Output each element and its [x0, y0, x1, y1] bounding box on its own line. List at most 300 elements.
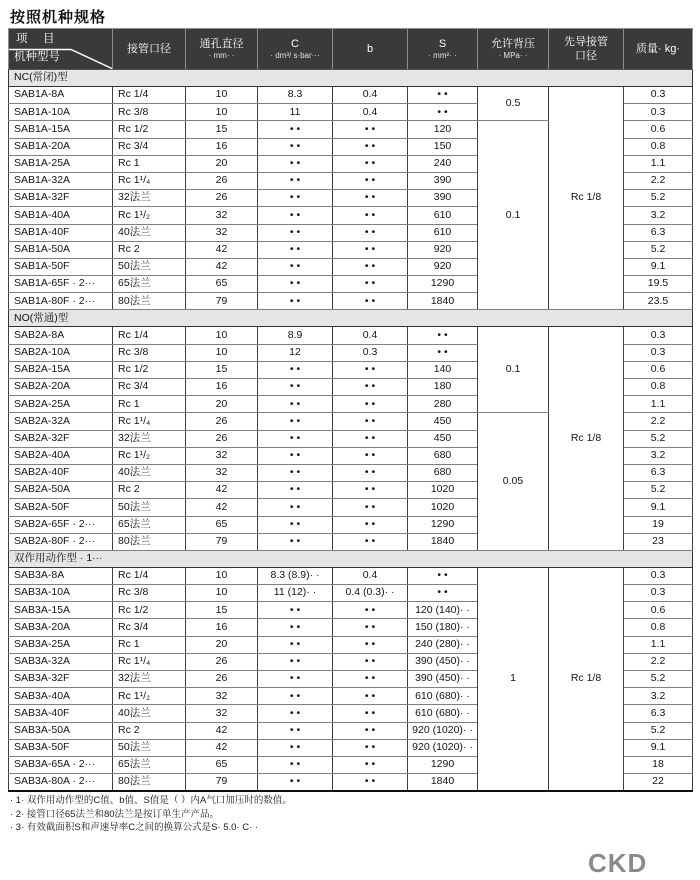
- cell-model: SAB2A-50F: [9, 499, 113, 516]
- cell-model: SAB1A-40F: [9, 224, 113, 241]
- cell-c: • •: [258, 499, 333, 516]
- corner-item-label: 项 目: [16, 33, 57, 45]
- cell-c: • •: [258, 121, 333, 138]
- cell-bore: 10: [186, 344, 258, 361]
- cell-port: Rc 1¹/₄: [113, 413, 186, 430]
- cell-b: 0.3: [333, 344, 408, 361]
- footnote-1: · 1· 双作用动作型的C值、b值、S值是（ ）内A气口加压时的数值。: [10, 795, 292, 806]
- cell-c: • •: [258, 653, 333, 670]
- cell-port: Rc 1¹/₂: [113, 688, 186, 705]
- cell-model: SAB2A-32F: [9, 430, 113, 447]
- cell-model: SAB1A-50A: [9, 241, 113, 258]
- cell-port: Rc 3/8: [113, 344, 186, 361]
- cell-bore: 32: [186, 224, 258, 241]
- cell-bore: 26: [186, 190, 258, 207]
- cell-b: • •: [333, 671, 408, 688]
- cell-port: 40法兰: [113, 224, 186, 241]
- cell-bore: 65: [186, 276, 258, 293]
- table-row: [9, 87, 693, 104]
- cell-weight: 0.8: [624, 619, 693, 636]
- cell-port: Rc 1/2: [113, 121, 186, 138]
- cell-model: SAB1A-80F · 2···: [9, 293, 113, 310]
- cell-c: • •: [258, 464, 333, 481]
- cell-b: • •: [333, 155, 408, 172]
- cell-model: SAB3A-80A · 2···: [9, 774, 113, 791]
- cell-b: 0.4: [333, 104, 408, 121]
- cell-bore: 26: [186, 653, 258, 670]
- cell-b: • •: [333, 413, 408, 430]
- cell-bore: 32: [186, 688, 258, 705]
- section-header: 双作用动作型 · 1···: [9, 550, 693, 567]
- cell-b: • •: [333, 636, 408, 653]
- section-row: [9, 310, 693, 327]
- cell-s: 1840: [408, 774, 478, 791]
- cell-port: 80法兰: [113, 293, 186, 310]
- cell-c: • •: [258, 241, 333, 258]
- section-header: NO(常通)型: [9, 310, 693, 327]
- cell-b: • •: [333, 172, 408, 189]
- cell-bore: 32: [186, 447, 258, 464]
- cell-s: 1290: [408, 516, 478, 533]
- footnotes: [10, 794, 292, 835]
- cell-model: SAB1A-32A: [9, 172, 113, 189]
- cell-weight: 23.5: [624, 293, 693, 310]
- cell-backpressure: 0.1: [478, 121, 549, 310]
- cell-b: • •: [333, 619, 408, 636]
- cell-b: • •: [333, 430, 408, 447]
- cell-backpressure: 0.5: [478, 87, 549, 121]
- cell-bore: 79: [186, 293, 258, 310]
- cell-model: SAB2A-65F · 2···: [9, 516, 113, 533]
- cell-b: • •: [333, 241, 408, 258]
- cell-weight: 1.1: [624, 636, 693, 653]
- cell-c: 11 (12)· ·: [258, 585, 333, 602]
- section-row: [9, 70, 693, 87]
- cell-weight: 5.2: [624, 190, 693, 207]
- cell-bore: 16: [186, 619, 258, 636]
- cell-s: 1840: [408, 293, 478, 310]
- cell-c: • •: [258, 155, 333, 172]
- column-header-6: 先导接管 口径: [549, 29, 624, 70]
- cell-s: 610 (680)· ·: [408, 688, 478, 705]
- cell-b: • •: [333, 121, 408, 138]
- cell-bore: 42: [186, 739, 258, 756]
- cell-c: 8.3 (8.9)· ·: [258, 567, 333, 584]
- cell-bore: 10: [186, 327, 258, 344]
- cell-b: • •: [333, 756, 408, 773]
- cell-port: Rc 1/4: [113, 327, 186, 344]
- cell-c: • •: [258, 705, 333, 722]
- cell-port: Rc 2: [113, 241, 186, 258]
- cell-c: • •: [258, 224, 333, 241]
- cell-port: Rc 1/2: [113, 361, 186, 378]
- cell-model: SAB3A-50A: [9, 722, 113, 739]
- cell-bore: 26: [186, 671, 258, 688]
- cell-port: Rc 1: [113, 636, 186, 653]
- cell-b: • •: [333, 396, 408, 413]
- cell-backpressure: 0.05: [478, 413, 549, 551]
- cell-port: Rc 1/4: [113, 567, 186, 584]
- cell-port: 50法兰: [113, 258, 186, 275]
- cell-weight: 23: [624, 533, 693, 550]
- cell-port: Rc 1: [113, 396, 186, 413]
- cell-bore: 79: [186, 533, 258, 550]
- cell-model: SAB1A-20A: [9, 138, 113, 155]
- cell-weight: 5.2: [624, 430, 693, 447]
- cell-bore: 15: [186, 361, 258, 378]
- cell-weight: 1.1: [624, 396, 693, 413]
- cell-pilot-port: Rc 1/8: [549, 87, 624, 310]
- ckd-logo: CKD: [588, 848, 648, 878]
- cell-s: • •: [408, 585, 478, 602]
- cell-s: 390: [408, 190, 478, 207]
- cell-model: SAB2A-32A: [9, 413, 113, 430]
- cell-weight: 9.1: [624, 258, 693, 275]
- cell-port: 65法兰: [113, 276, 186, 293]
- cell-bore: 20: [186, 636, 258, 653]
- column-header-4: S · mm²· ·: [408, 29, 478, 70]
- cell-bore: 42: [186, 258, 258, 275]
- cell-model: SAB3A-20A: [9, 619, 113, 636]
- cell-model: SAB3A-50F: [9, 739, 113, 756]
- cell-b: • •: [333, 688, 408, 705]
- cell-s: 1290: [408, 756, 478, 773]
- cell-c: • •: [258, 258, 333, 275]
- cell-port: 32法兰: [113, 430, 186, 447]
- cell-port: Rc 3/4: [113, 619, 186, 636]
- column-header-0: 接管口径: [113, 29, 186, 70]
- cell-s: 1840: [408, 533, 478, 550]
- cell-s: 390: [408, 172, 478, 189]
- cell-c: • •: [258, 276, 333, 293]
- column-header-7: 质量· kg·: [624, 29, 693, 70]
- cell-s: 390 (450)· ·: [408, 653, 478, 670]
- cell-c: • •: [258, 533, 333, 550]
- cell-c: • •: [258, 602, 333, 619]
- cell-c: • •: [258, 172, 333, 189]
- cell-bore: 10: [186, 567, 258, 584]
- cell-model: SAB2A-80F · 2···: [9, 533, 113, 550]
- cell-model: SAB1A-40A: [9, 207, 113, 224]
- cell-weight: 0.6: [624, 602, 693, 619]
- cell-s: 1020: [408, 499, 478, 516]
- cell-s: 680: [408, 464, 478, 481]
- cell-pilot-port: Rc 1/8: [549, 567, 624, 790]
- cell-s: 610: [408, 207, 478, 224]
- cell-s: 610 (680)· ·: [408, 705, 478, 722]
- cell-b: 0.4 (0.3)· ·: [333, 585, 408, 602]
- cell-b: • •: [333, 379, 408, 396]
- cell-bore: 16: [186, 138, 258, 155]
- cell-bore: 42: [186, 482, 258, 499]
- cell-c: • •: [258, 138, 333, 155]
- cell-s: 150 (180)· ·: [408, 619, 478, 636]
- cell-model: SAB3A-15A: [9, 602, 113, 619]
- cell-port: 32法兰: [113, 671, 186, 688]
- cell-c: • •: [258, 207, 333, 224]
- cell-s: • •: [408, 344, 478, 361]
- cell-s: 280: [408, 396, 478, 413]
- cell-c: • •: [258, 739, 333, 756]
- cell-weight: 6.3: [624, 224, 693, 241]
- cell-port: 40法兰: [113, 705, 186, 722]
- cell-model: SAB3A-25A: [9, 636, 113, 653]
- cell-weight: 19: [624, 516, 693, 533]
- cell-port: Rc 3/4: [113, 138, 186, 155]
- cell-s: • •: [408, 104, 478, 121]
- corner-model-label: 机种型号: [14, 50, 60, 63]
- cell-bore: 79: [186, 774, 258, 791]
- cell-model: SAB3A-40A: [9, 688, 113, 705]
- cell-weight: 0.8: [624, 138, 693, 155]
- cell-s: 1020: [408, 482, 478, 499]
- cell-c: 8.3: [258, 87, 333, 104]
- cell-model: SAB1A-65F · 2···: [9, 276, 113, 293]
- cell-c: • •: [258, 413, 333, 430]
- cell-backpressure: 1: [478, 567, 549, 790]
- cell-weight: 6.3: [624, 464, 693, 481]
- cell-model: SAB2A-40F: [9, 464, 113, 481]
- cell-weight: 1.1: [624, 155, 693, 172]
- cell-model: SAB1A-25A: [9, 155, 113, 172]
- cell-port: 32法兰: [113, 190, 186, 207]
- cell-model: SAB1A-50F: [9, 258, 113, 275]
- cell-weight: 3.2: [624, 207, 693, 224]
- cell-b: • •: [333, 653, 408, 670]
- cell-b: • •: [333, 705, 408, 722]
- table-row: [9, 327, 693, 344]
- section-header: NC(常闭)型: [9, 70, 693, 87]
- cell-bore: 20: [186, 396, 258, 413]
- cell-port: Rc 1/4: [113, 87, 186, 104]
- cell-port: 65法兰: [113, 516, 186, 533]
- cell-c: • •: [258, 516, 333, 533]
- section-row: [9, 550, 693, 567]
- cell-b: • •: [333, 602, 408, 619]
- column-header-1: 通孔直径 · mm· ·: [186, 29, 258, 70]
- cell-s: 920 (1020)· ·: [408, 739, 478, 756]
- cell-model: SAB2A-20A: [9, 379, 113, 396]
- cell-port: 80法兰: [113, 533, 186, 550]
- cell-bore: 26: [186, 430, 258, 447]
- cell-weight: 0.6: [624, 121, 693, 138]
- cell-b: • •: [333, 464, 408, 481]
- column-header-2: C · dm³/ s·bar···: [258, 29, 333, 70]
- cell-b: • •: [333, 258, 408, 275]
- cell-s: 150: [408, 138, 478, 155]
- cell-port: 50法兰: [113, 739, 186, 756]
- cell-port: 50法兰: [113, 499, 186, 516]
- cell-b: 0.4: [333, 327, 408, 344]
- cell-weight: 5.2: [624, 722, 693, 739]
- cell-port: 65法兰: [113, 756, 186, 773]
- cell-weight: 9.1: [624, 739, 693, 756]
- cell-bore: 10: [186, 104, 258, 121]
- cell-port: 40法兰: [113, 464, 186, 481]
- cell-c: • •: [258, 430, 333, 447]
- cell-c: • •: [258, 774, 333, 791]
- cell-weight: 0.3: [624, 344, 693, 361]
- cell-model: SAB2A-25A: [9, 396, 113, 413]
- cell-weight: 22: [624, 774, 693, 791]
- cell-port: Rc 3/8: [113, 104, 186, 121]
- cell-c: • •: [258, 688, 333, 705]
- cell-bore: 20: [186, 155, 258, 172]
- cell-s: 610: [408, 224, 478, 241]
- cell-port: Rc 1¹/₄: [113, 653, 186, 670]
- footnote-2: · 2· 接管口径65法兰和80法兰是按订单生产产品。: [10, 808, 220, 820]
- cell-b: • •: [333, 276, 408, 293]
- cell-s: 240: [408, 155, 478, 172]
- cell-s: 120: [408, 121, 478, 138]
- cell-bore: 15: [186, 602, 258, 619]
- cell-weight: 0.3: [624, 327, 693, 344]
- cell-bore: 26: [186, 172, 258, 189]
- cell-c: • •: [258, 722, 333, 739]
- cell-b: • •: [333, 207, 408, 224]
- cell-c: • •: [258, 636, 333, 653]
- cell-weight: 5.2: [624, 482, 693, 499]
- cell-s: 120 (140)· ·: [408, 602, 478, 619]
- cell-c: • •: [258, 379, 333, 396]
- cell-b: • •: [333, 533, 408, 550]
- cell-b: • •: [333, 224, 408, 241]
- cell-s: 1290: [408, 276, 478, 293]
- footnote-3: · 3· 有效截面积S和声速导率C之间的换算公式是S· 5.0· C· ·: [10, 822, 259, 833]
- cell-weight: 5.2: [624, 671, 693, 688]
- cell-bore: 15: [186, 121, 258, 138]
- cell-model: SAB2A-50A: [9, 482, 113, 499]
- cell-s: 450: [408, 413, 478, 430]
- cell-c: • •: [258, 190, 333, 207]
- cell-port: Rc 1¹/₂: [113, 447, 186, 464]
- cell-b: • •: [333, 361, 408, 378]
- cell-b: • •: [333, 739, 408, 756]
- cell-c: • •: [258, 361, 333, 378]
- cell-c: • •: [258, 619, 333, 636]
- cell-c: • •: [258, 756, 333, 773]
- cell-c: 12: [258, 344, 333, 361]
- cell-port: 80法兰: [113, 774, 186, 791]
- cell-weight: 3.2: [624, 688, 693, 705]
- cell-model: SAB2A-15A: [9, 361, 113, 378]
- cell-port: Rc 3/4: [113, 379, 186, 396]
- cell-model: SAB1A-32F: [9, 190, 113, 207]
- cell-bore: 16: [186, 379, 258, 396]
- spec-table: [8, 28, 693, 792]
- cell-backpressure: 0.1: [478, 327, 549, 413]
- cell-b: 0.4: [333, 567, 408, 584]
- cell-weight: 5.2: [624, 241, 693, 258]
- cell-model: SAB3A-8A: [9, 567, 113, 584]
- cell-bore: 42: [186, 722, 258, 739]
- cell-bore: 32: [186, 207, 258, 224]
- cell-s: 450: [408, 430, 478, 447]
- cell-c: • •: [258, 482, 333, 499]
- cell-model: SAB1A-10A: [9, 104, 113, 121]
- cell-model: SAB2A-8A: [9, 327, 113, 344]
- cell-model: SAB3A-40F: [9, 705, 113, 722]
- cell-weight: 0.3: [624, 585, 693, 602]
- cell-model: SAB1A-8A: [9, 87, 113, 104]
- cell-bore: 42: [186, 241, 258, 258]
- cell-c: • •: [258, 447, 333, 464]
- cell-bore: 10: [186, 585, 258, 602]
- cell-model: SAB3A-65A · 2···: [9, 756, 113, 773]
- cell-bore: 65: [186, 756, 258, 773]
- cell-weight: 3.2: [624, 447, 693, 464]
- cell-s: 920: [408, 258, 478, 275]
- cell-bore: 32: [186, 705, 258, 722]
- cell-port: Rc 1/2: [113, 602, 186, 619]
- cell-weight: 6.3: [624, 705, 693, 722]
- cell-model: SAB3A-32F: [9, 671, 113, 688]
- cell-port: Rc 1: [113, 155, 186, 172]
- cell-weight: 2.2: [624, 413, 693, 430]
- corner-diagonal-line: [9, 29, 113, 69]
- cell-weight: 2.2: [624, 172, 693, 189]
- cell-port: Rc 2: [113, 482, 186, 499]
- cell-s: 240 (280)· ·: [408, 636, 478, 653]
- cell-bore: 32: [186, 464, 258, 481]
- cell-port: Rc 2: [113, 722, 186, 739]
- cell-b: • •: [333, 722, 408, 739]
- cell-s: 390 (450)· ·: [408, 671, 478, 688]
- cell-b: • •: [333, 499, 408, 516]
- cell-weight: 0.8: [624, 379, 693, 396]
- cell-weight: 2.2: [624, 653, 693, 670]
- cell-model: SAB2A-10A: [9, 344, 113, 361]
- page-title: 按照机种规格: [10, 9, 107, 26]
- cell-bore: 10: [186, 87, 258, 104]
- column-header-3: b: [333, 29, 408, 70]
- cell-model: SAB1A-15A: [9, 121, 113, 138]
- cell-b: • •: [333, 516, 408, 533]
- cell-c: 8.9: [258, 327, 333, 344]
- cell-pilot-port: Rc 1/8: [549, 327, 624, 550]
- cell-c: • •: [258, 396, 333, 413]
- cell-s: • •: [408, 87, 478, 104]
- cell-c: • •: [258, 293, 333, 310]
- cell-s: • •: [408, 327, 478, 344]
- cell-b: • •: [333, 447, 408, 464]
- cell-port: Rc 1¹/₄: [113, 172, 186, 189]
- cell-weight: 0.3: [624, 567, 693, 584]
- cell-c: 11: [258, 104, 333, 121]
- cell-model: SAB3A-10A: [9, 585, 113, 602]
- cell-weight: 0.3: [624, 87, 693, 104]
- cell-b: • •: [333, 293, 408, 310]
- cell-b: • •: [333, 190, 408, 207]
- column-header-5: 允许背压 · MPa· ·: [478, 29, 549, 70]
- cell-s: 680: [408, 447, 478, 464]
- cell-s: 180: [408, 379, 478, 396]
- cell-b: • •: [333, 138, 408, 155]
- cell-s: 140: [408, 361, 478, 378]
- cell-model: SAB2A-40A: [9, 447, 113, 464]
- cell-bore: 42: [186, 499, 258, 516]
- cell-s: 920 (1020)· ·: [408, 722, 478, 739]
- cell-c: • •: [258, 671, 333, 688]
- cell-s: 920: [408, 241, 478, 258]
- cell-s: • •: [408, 567, 478, 584]
- cell-port: Rc 1¹/₂: [113, 207, 186, 224]
- cell-b: • •: [333, 774, 408, 791]
- cell-bore: 26: [186, 413, 258, 430]
- table-row: [9, 567, 693, 584]
- cell-weight: 18: [624, 756, 693, 773]
- cell-weight: 19.5: [624, 276, 693, 293]
